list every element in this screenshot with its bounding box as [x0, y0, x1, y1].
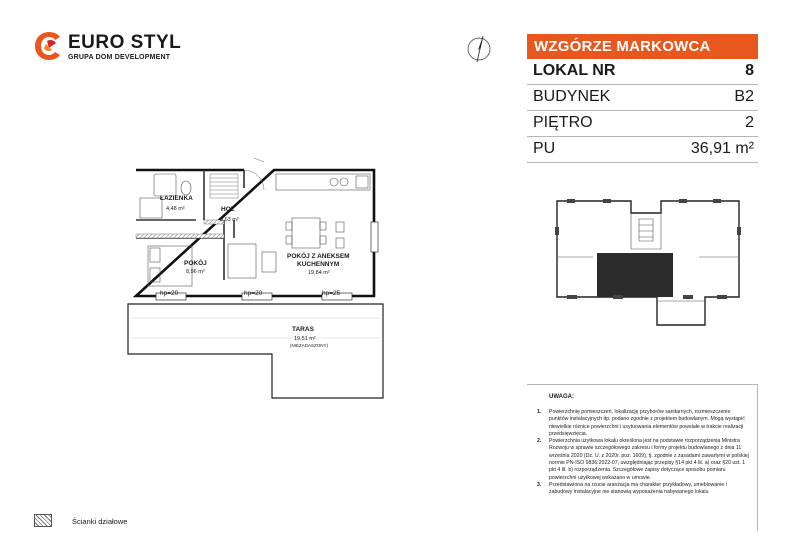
note-text: Powierzchnia użytkowa lokalu określona jest na podstawie rozporządzenia Ministra Rozwoju w sprawie szczegółowego zakresu i formy projektu budowlanego z dnia 11 września 2020 (Dz. U. z 2020r. poz. 1609), tj. zgodnie z zasadami zawartymi w polskiej normie PN-ISO 9836:2022-07, uwzględniając przepisy §14 pkt 4 lit. a) oraz §20 ust. 1 pkt 4 lit. b) rozporządzenia. Szczegółowe zapisy dotyczące sposobu pomiaru powierzchni użytkowej wskazano w umowie. [549, 438, 749, 481]
room-name: POKÓJ [184, 260, 207, 267]
floor-plan [126, 158, 396, 422]
room-note: (NIEZADASZONY) [290, 343, 329, 348]
info-row-pietro [527, 111, 758, 137]
north-arrow-icon [464, 34, 494, 64]
note-text: Powierzchnię pomieszczeń, lokalizację przyborów sanitarnych, rozmieszczenie punktów instalacyjnych itp. podano zgodnie z projektem budowlanym. Mogą wystąpić niewielkie różnice powierzchni i usytuowania elementów powstałe w trakcie realizacji przedsięwzięcia. [549, 409, 745, 437]
logo [34, 30, 184, 66]
room-area: 4,48 m² [166, 206, 185, 212]
room-name: HOL [221, 206, 235, 213]
legend-label: Ścianki działowe [72, 517, 128, 526]
ceiling-height: hp=20 [244, 290, 263, 297]
apartment-info-panel [527, 34, 758, 163]
info-row-pu [527, 137, 758, 163]
logo-subtitle: GRUPA DOM DEVELOPMENT [68, 54, 171, 61]
note-number: 3. [537, 481, 542, 488]
info-value: 8 [745, 62, 754, 79]
note-text: Przedstawiona na rzucie aranżacja ma charakter przykładowy, umeblowanie i zabudowy instalacyjne nie stanowią wyposażenia nabywanego lokalu [549, 481, 727, 496]
info-key: PIĘTRO [533, 114, 593, 131]
room-name: TARAS [292, 326, 314, 333]
info-row-lokal [527, 59, 758, 85]
info-key: LOKAL NR [533, 62, 616, 79]
ceiling-height: hp=20 [160, 290, 179, 297]
room-area: 19,51 m² [294, 336, 316, 342]
building-key-plan [553, 197, 743, 331]
room-name: ŁAZIENKA [160, 195, 193, 202]
note-item [537, 482, 749, 497]
note-number: 2. [537, 438, 542, 445]
info-value: 36,91 m² [690, 140, 754, 157]
info-value: 2 [745, 114, 754, 131]
info-key: BUDYNEK [533, 88, 611, 105]
info-value: B2 [734, 88, 754, 105]
hatch-pattern-icon [34, 514, 52, 527]
notes-title: UWAGA: [549, 394, 574, 400]
note-item [537, 409, 749, 438]
ceiling-height: hp=25 [322, 290, 341, 297]
note-number: 1. [537, 409, 542, 415]
room-area: 8,96 m² [186, 269, 205, 275]
investment-name: WZGÓRZE MARKOWCA [527, 34, 758, 59]
notes-list [537, 409, 749, 497]
room-name-line2: KUCHENNYM [297, 261, 340, 268]
note-item [537, 438, 749, 482]
room-area: 19,84 m² [308, 270, 330, 276]
euro-styl-logo-icon [34, 30, 64, 62]
logo-name: EURO STYL [68, 32, 182, 53]
room-name: POKÓJ Z ANEKSEM [287, 253, 350, 260]
info-key: PU [533, 140, 556, 157]
info-row-budynek [527, 85, 758, 111]
notes-box [527, 384, 758, 531]
room-area: 3,63 m² [220, 217, 239, 223]
